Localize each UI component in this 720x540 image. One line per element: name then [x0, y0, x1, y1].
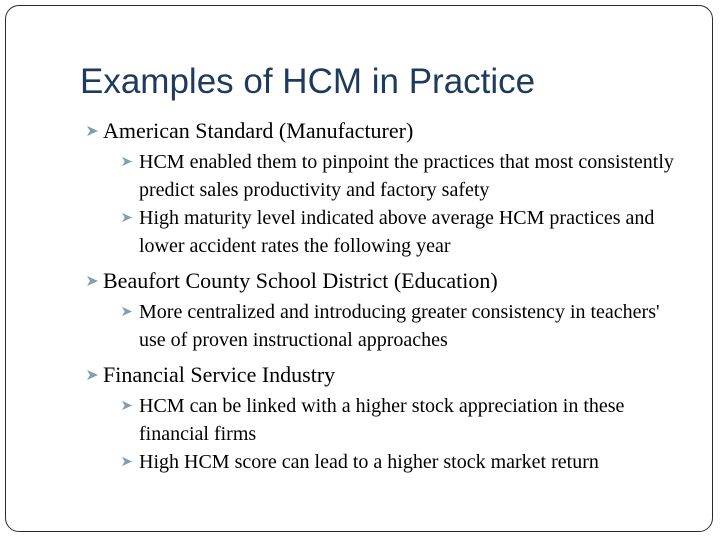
list-item-beaufort-county [86, 267, 686, 354]
sub-list-item [121, 148, 686, 204]
sub-list-item-label: HCM enabled them to pinpoint the practices that most consistently predict sales productivity and factory safety [139, 151, 674, 201]
bullet-icon [86, 275, 99, 287]
sub-list-item-label: High HCM score can lead to a higher stock market return [139, 451, 599, 473]
sub-list-item [121, 298, 686, 354]
bullet-icon [121, 156, 133, 167]
bullet-icon [121, 212, 133, 223]
sub-list [103, 298, 686, 354]
sub-list-item-label: High maturity level indicated above average HCM practices and lower accident rates the following year [139, 207, 655, 257]
bullet-icon [121, 400, 133, 411]
list-item-financial-service [86, 361, 686, 476]
list-item-american-standard [86, 117, 686, 260]
bullet-icon [121, 306, 133, 317]
sub-list-item-label: HCM can be linked with a higher stock appreciation in these financial firms [139, 395, 625, 445]
list-item-label: Beaufort County School District (Education) [103, 268, 498, 293]
bullet-icon [86, 125, 99, 137]
sub-list [103, 392, 686, 476]
sub-list [103, 148, 686, 260]
list-item-label: American Standard (Manufacturer) [103, 118, 414, 143]
list-item-label: Financial Service Industry [103, 362, 336, 387]
bullet-icon [121, 456, 133, 467]
sub-list-item-label: More centralized and introducing greater consistency in teachers' use of proven instructional approaches [139, 301, 660, 351]
sub-list-item [121, 204, 686, 260]
sub-list-item [121, 392, 686, 448]
sub-list-item [121, 448, 686, 476]
bullet-list [86, 117, 686, 476]
slide-title: Examples of HCM in Practice [80, 62, 536, 101]
bullet-icon [86, 369, 99, 381]
